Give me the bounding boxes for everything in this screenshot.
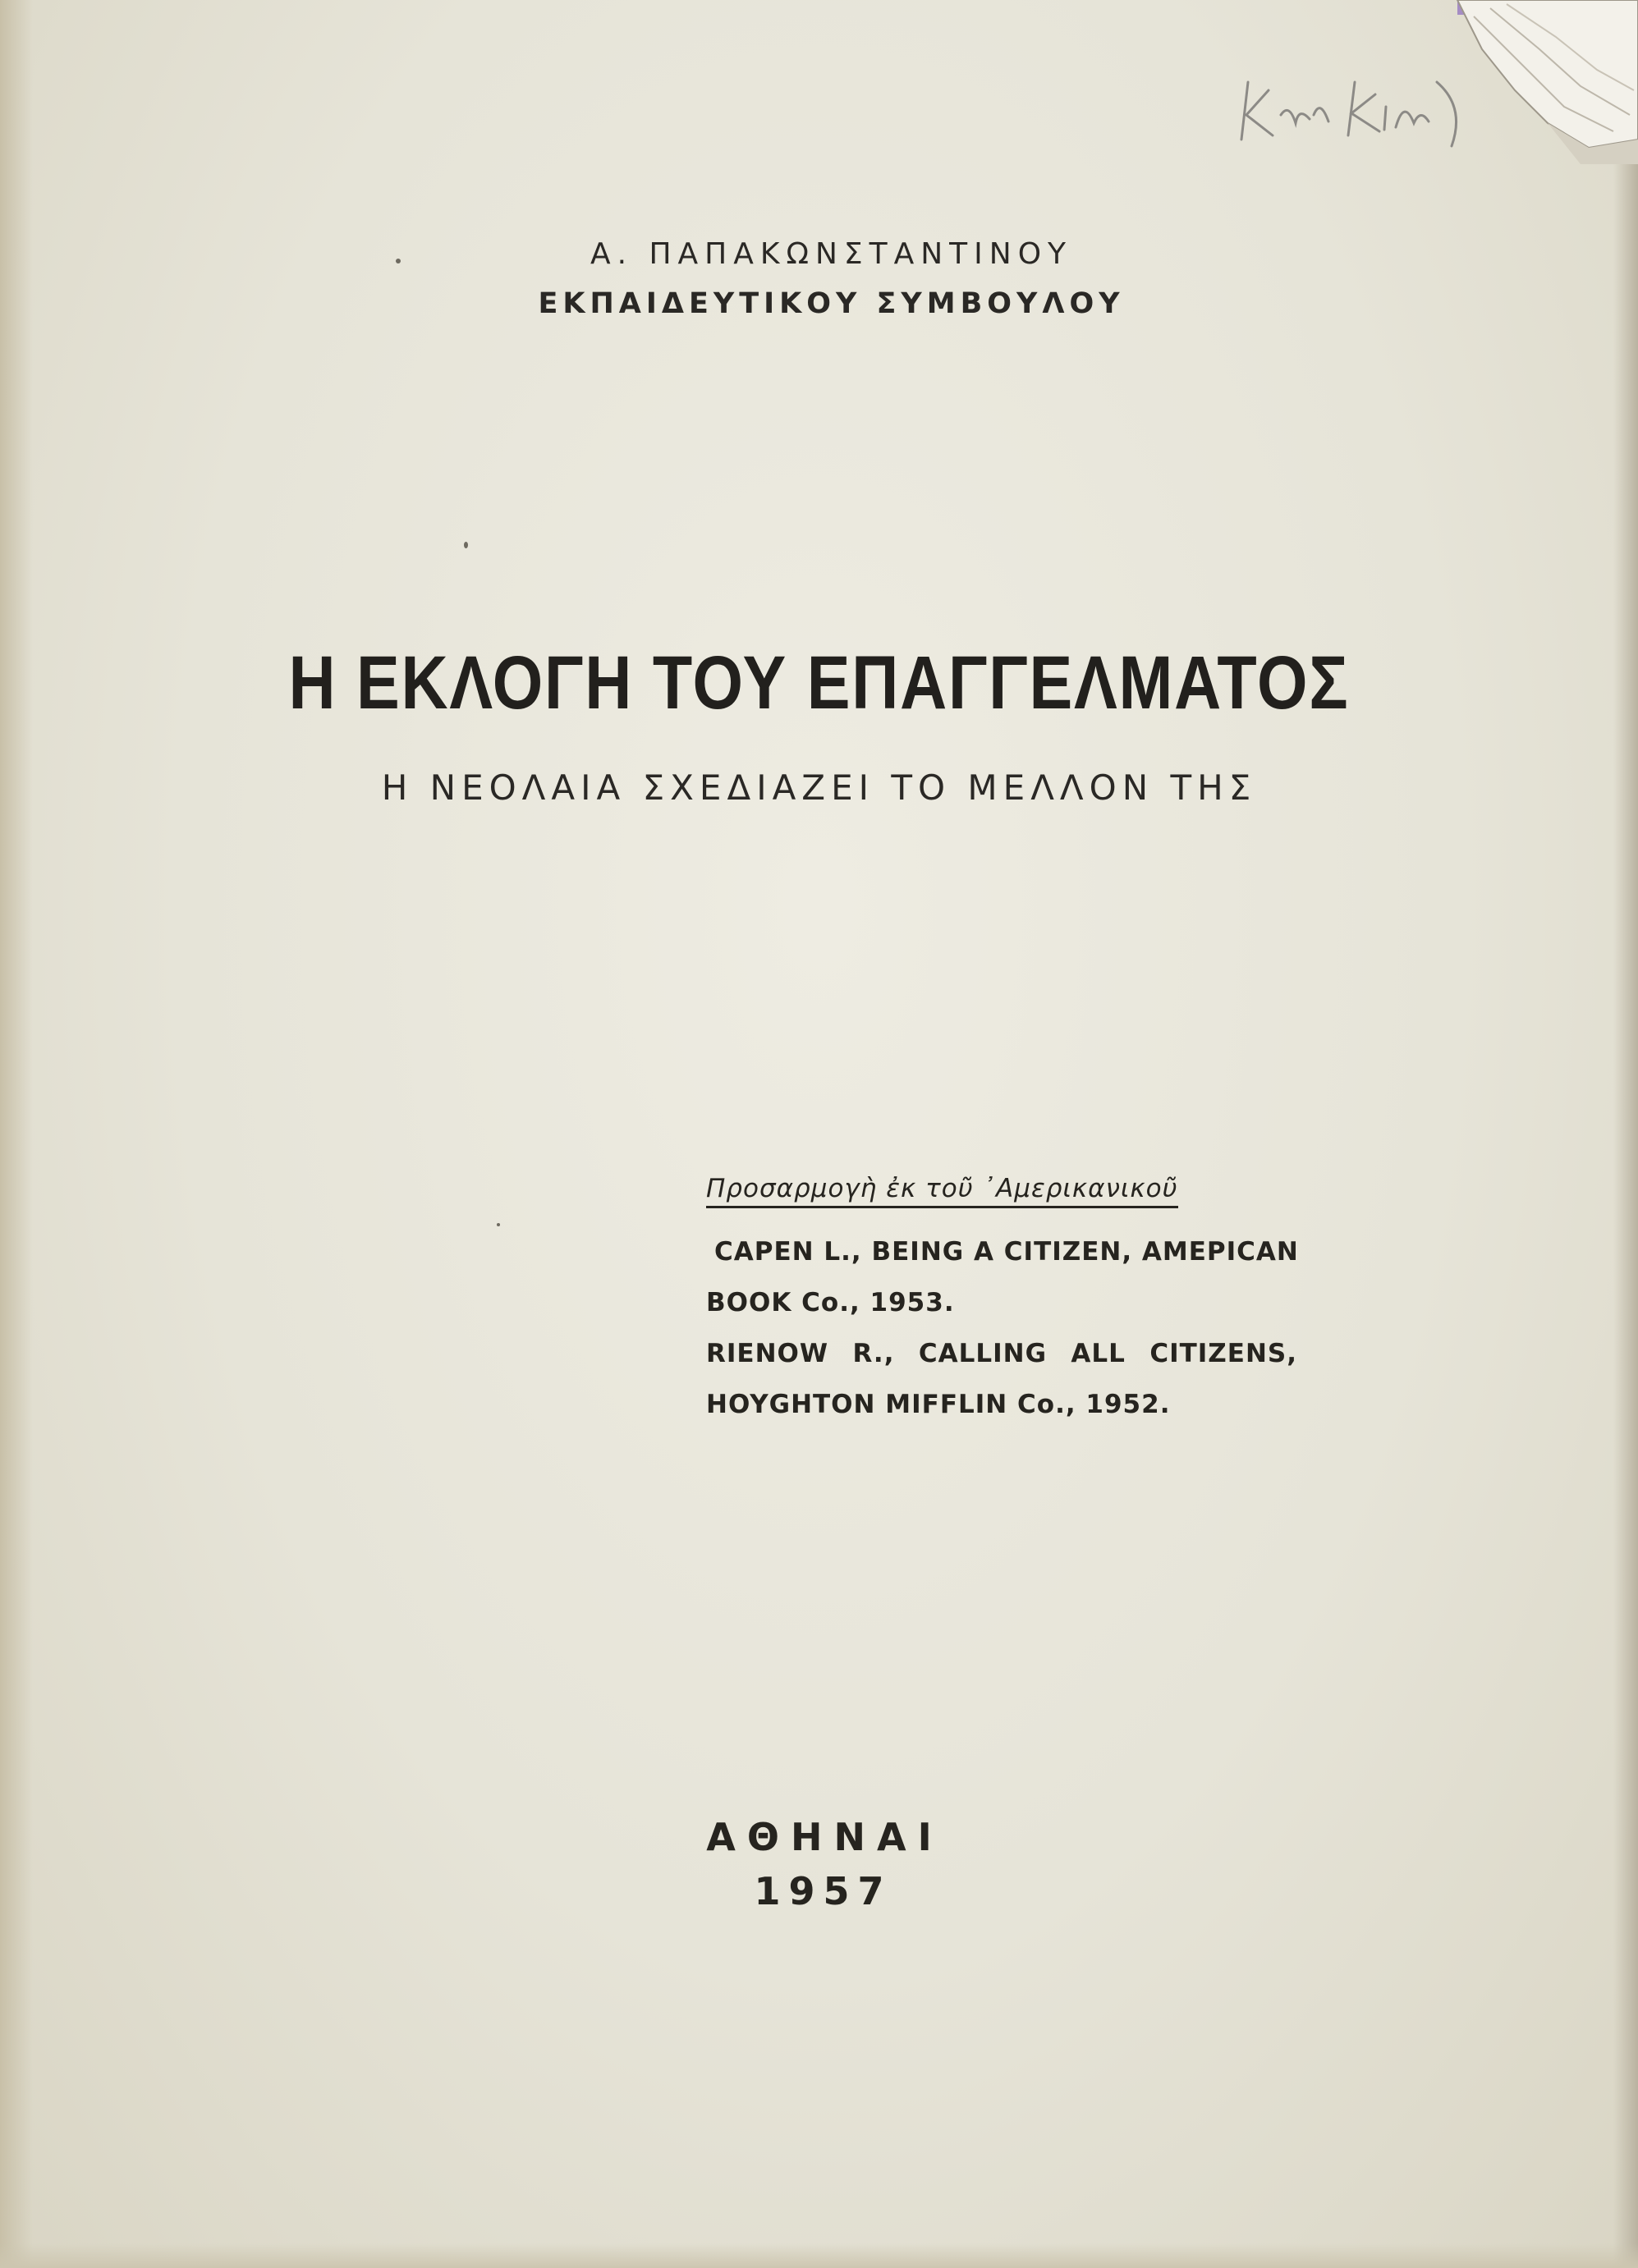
book-subtitle: Η ΝΕΟΛΑΙΑ ΣΧΕΔΙΑΖΕΙ ΤΟ ΜΕΛΛΟΝ ΤΗΣ: [381, 767, 1257, 808]
reference-line: HOYGHTON MIFFLIN Co., 1952.: [706, 1390, 1171, 1419]
reference-line: CAPEN L., BEING A CITIZEN, AMEPICAN: [714, 1237, 1299, 1267]
author-block: [0, 230, 1638, 328]
imprint: [0, 1810, 1638, 1918]
ink-speck: [464, 542, 468, 548]
handwritten-signature: [1232, 49, 1478, 172]
reference-line: BOOK Co., 1953.: [706, 1288, 955, 1317]
reference-line: RIENOW R., CALLING ALL CITIZENS,: [706, 1339, 1297, 1368]
adaptation-note: [706, 1174, 1297, 1430]
publication-place: ΑΘΗΝΑΙ: [706, 1815, 943, 1859]
publication-year: 1957: [754, 1869, 892, 1913]
author-role: ΕΚΠΑΙΔΕΥΤΙΚΟΥ ΣΥΜΒΟΥΛΟΥ: [538, 287, 1125, 320]
ink-speck: [396, 259, 401, 263]
ink-speck: [497, 1223, 500, 1226]
adaptation-heading: Προσαρμογὴ ἐκ τοῦ ᾿Αμερικανικοῦ: [706, 1174, 1178, 1208]
author-name: Α. ΠΑΠΑΚΩΝΣΤΑΝΤΙΝΟΥ: [590, 237, 1073, 271]
bottom-edge: [0, 2243, 1638, 2268]
spine-edge: [0, 0, 33, 2268]
right-edge: [1613, 0, 1638, 2268]
book-title: Η ΕΚΛΟΓΗ ΤΟΥ ΕΠΑΓΓΕΛΜΑΤΟΣ: [288, 641, 1350, 725]
